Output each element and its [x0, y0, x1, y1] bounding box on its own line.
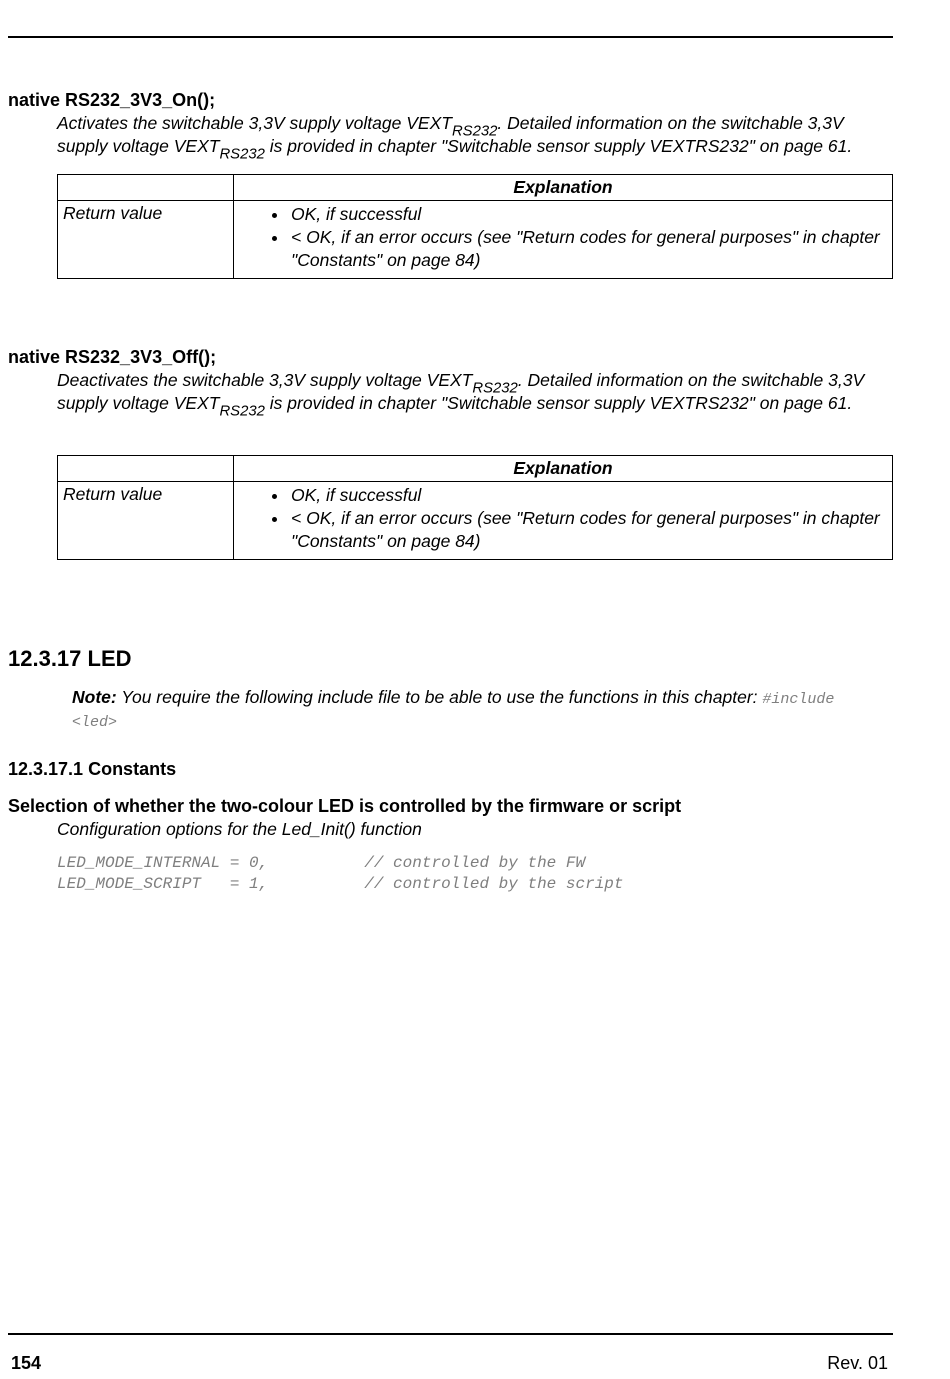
code-line: LED_MODE_SCRIPT = 1, // controlled by the script — [57, 875, 624, 893]
return-value-table — [57, 174, 893, 279]
function-description-rs232-on — [57, 112, 897, 163]
footer-rule — [8, 1333, 893, 1335]
desc-text: Activates the switchable 3,3V supply voltage VEXT — [57, 113, 452, 133]
list-item: OK, if successful — [291, 484, 892, 507]
table-corner-cell — [58, 175, 234, 201]
bullet-list — [234, 484, 892, 553]
selection-title: Selection of whether the two-colour LED is controlled by the firmware or script — [8, 796, 682, 816]
desc-text: . Detailed information on the switchable 3,3V supply voltage VEXT — [57, 370, 865, 413]
header-rule — [8, 36, 893, 38]
include-code: #include <led> — [72, 691, 835, 731]
table-explanation-cell — [234, 201, 893, 279]
page-number: 154 — [11, 1353, 42, 1373]
note-label: Note: — [72, 687, 117, 707]
list-item: < OK, if an error occurs (see "Return codes for general purposes" in chapter "Constants" on page 84) — [291, 226, 892, 272]
table-row-label: Return value — [58, 201, 234, 279]
selection-description: Configuration options for the Led_Init() function — [57, 819, 422, 839]
function-title-rs232-off: native RS232_3V3_Off(); — [8, 347, 217, 367]
desc-subscript: RS232 — [472, 380, 518, 397]
table-explanation-cell — [234, 482, 893, 560]
desc-text: is provided in chapter "Switchable sensor supply VEXTRS232" on page 61. — [264, 393, 853, 413]
desc-subscript: RS232 — [451, 123, 498, 140]
return-value-table — [57, 455, 893, 560]
revision-label: Rev. 01 — [827, 1353, 888, 1373]
function-description-rs232-off — [57, 369, 877, 420]
bullet-list — [234, 203, 892, 272]
section-heading-led: 12.3.17 LED — [8, 646, 132, 671]
function-title-rs232-on: native RS232_3V3_On(); — [8, 90, 216, 110]
desc-text: Deactivates the switchable 3,3V supply voltage VEXT — [57, 370, 473, 390]
table-corner-cell — [58, 456, 234, 482]
table-row-label: Return value — [58, 482, 234, 560]
note-text: You require the following include file to be able to use the functions in this chapter: — [116, 687, 763, 707]
table-header-explanation: Explanation — [234, 456, 893, 482]
note-paragraph — [72, 687, 872, 733]
desc-text: . Detailed information on the switchable 3,3V supply voltage VEXT — [57, 113, 844, 156]
list-item: < OK, if an error occurs (see "Return codes for general purposes" in chapter "Constants" on page 84) — [291, 507, 892, 553]
desc-subscript: RS232 — [219, 403, 265, 420]
code-line: LED_MODE_INTERNAL = 0, // controlled by the FW — [57, 854, 586, 872]
list-item: OK, if successful — [291, 203, 892, 226]
desc-text: is provided in chapter "Switchable sensor supply VEXTRS232" on page 61. — [264, 136, 853, 156]
subsection-heading-constants: 12.3.17.1 Constants — [8, 759, 177, 779]
table-header-explanation: Explanation — [234, 175, 893, 201]
desc-subscript: RS232 — [219, 146, 265, 163]
